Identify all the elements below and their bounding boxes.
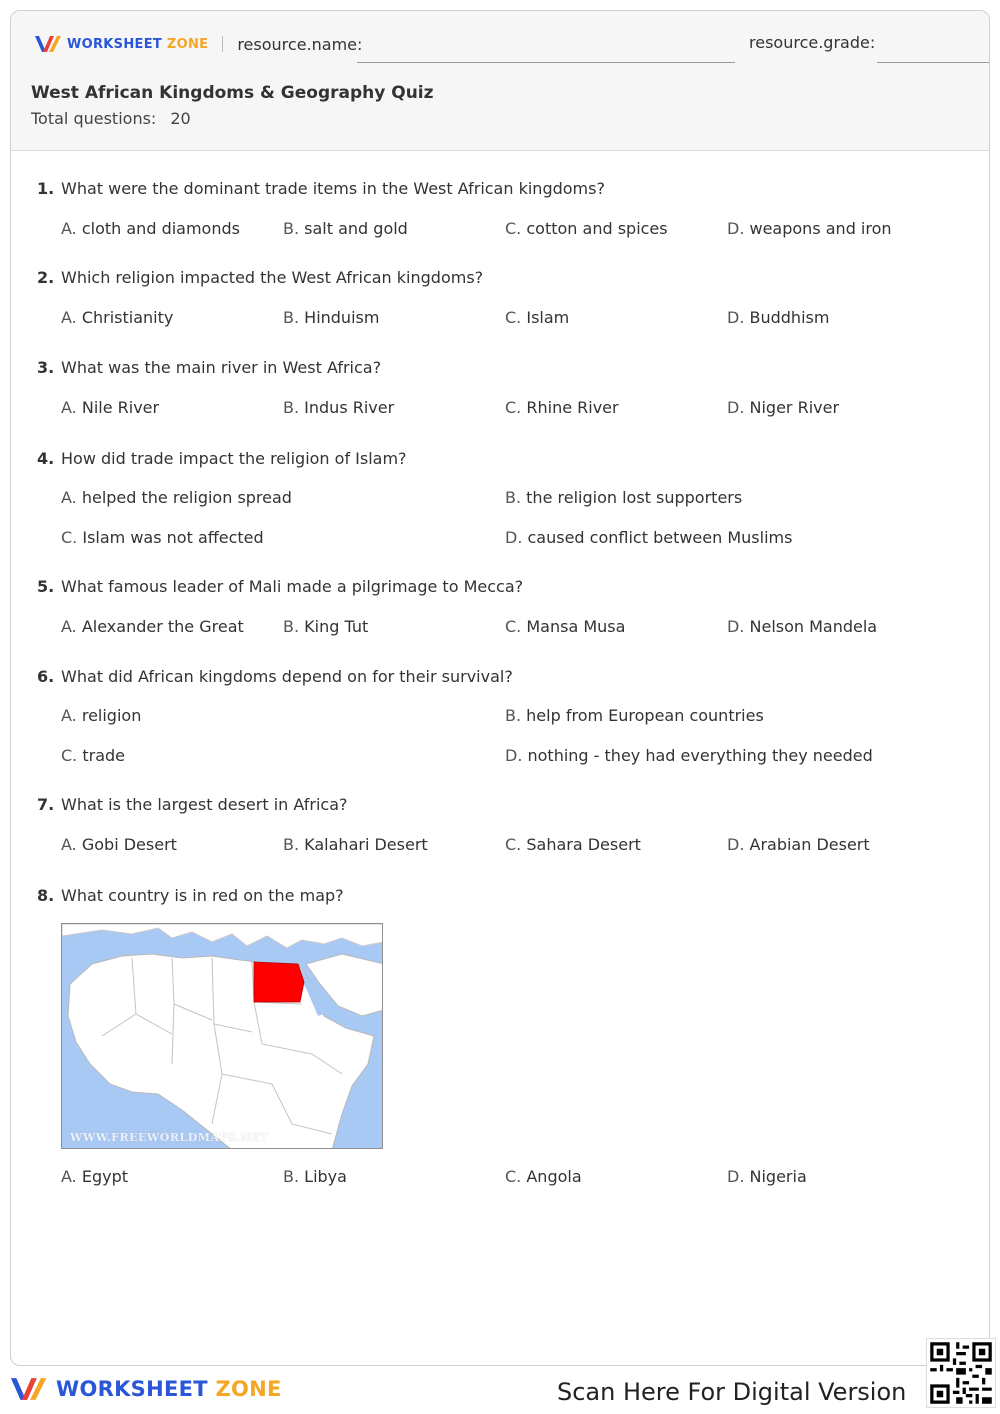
total-questions xyxy=(31,109,191,128)
total-questions-value: 20 xyxy=(170,109,191,128)
option-6a[interactable]: A. religion xyxy=(61,706,142,725)
option-5b[interactable]: B. King Tut xyxy=(283,617,369,636)
option-4d[interactable]: D. caused conflict between Muslims xyxy=(505,528,793,547)
worksheet-header xyxy=(11,11,990,151)
question-1: 1. What were the dominant trade items in the West African kingdoms? xyxy=(37,179,605,198)
question-8: 8. What country is in red on the map? xyxy=(37,886,344,905)
question-text: What country is in red on the map? xyxy=(61,886,344,905)
option-6b[interactable]: B. help from European countries xyxy=(505,706,764,725)
scan-instruction: Scan Here For Digital Version xyxy=(557,1378,907,1406)
option-2d[interactable]: D. Buddhism xyxy=(727,308,830,327)
option-8d[interactable]: D. Nigeria xyxy=(727,1167,807,1186)
option-5c[interactable]: C. Mansa Musa xyxy=(505,617,626,636)
worksheet-zone-logo-icon xyxy=(8,1374,52,1404)
question-text: What were the dominant trade items in the West African kingdoms? xyxy=(61,179,605,198)
option-7c[interactable]: C. Sahara Desert xyxy=(505,835,641,854)
africa-map-image xyxy=(61,923,383,1149)
option-4a[interactable]: A. helped the religion spread xyxy=(61,488,292,507)
question-text: What was the main river in West Africa? xyxy=(61,358,382,377)
map-watermark: WWW.FREEWORLDMAPS.NET xyxy=(70,1131,269,1144)
question-4: 4. How did trade impact the religion of Islam? xyxy=(37,449,407,468)
question-2: 2. Which religion impacted the West African kingdoms? xyxy=(37,268,484,287)
option-4b[interactable]: B. the religion lost supporters xyxy=(505,488,743,507)
qr-code-icon[interactable] xyxy=(926,1338,996,1408)
option-1b[interactable]: B. salt and gold xyxy=(283,219,408,238)
question-5: 5. What famous leader of Mali made a pilgrimage to Mecca? xyxy=(37,577,524,596)
header-brand xyxy=(33,33,362,55)
footer-brand xyxy=(8,1374,282,1404)
quiz-title: West African Kingdoms & Geography Quiz xyxy=(31,83,434,103)
option-7a[interactable]: A. Gobi Desert xyxy=(61,835,177,854)
page-footer xyxy=(0,1366,1000,1414)
option-3c[interactable]: C. Rhine River xyxy=(505,398,619,417)
option-2b[interactable]: B. Hinduism xyxy=(283,308,380,327)
question-text: Which religion impacted the West African kingdoms? xyxy=(61,268,484,287)
option-3d[interactable]: D. Niger River xyxy=(727,398,840,417)
option-4c[interactable]: C. Islam was not affected xyxy=(61,528,264,547)
option-1d[interactable]: D. weapons and iron xyxy=(727,219,892,238)
resource-name-label: resource.name: xyxy=(237,34,363,54)
resource-name-line[interactable] xyxy=(357,47,735,63)
resource-grade-label: resource.grade: xyxy=(749,33,876,52)
option-8b[interactable]: B. Libya xyxy=(283,1167,347,1186)
brand-divider xyxy=(222,36,223,52)
question-7: 7. What is the largest desert in Africa? xyxy=(37,795,348,814)
brand-name: WORKSHEET ZONE xyxy=(67,36,209,52)
question-text: How did trade impact the religion of Islam? xyxy=(61,449,407,468)
option-2a[interactable]: A. Christianity xyxy=(61,308,174,327)
option-7d[interactable]: D. Arabian Desert xyxy=(727,835,870,854)
option-1c[interactable]: C. cotton and spices xyxy=(505,219,668,238)
option-8a[interactable]: A. Egypt xyxy=(61,1167,129,1186)
question-3: 3. What was the main river in West Africa? xyxy=(37,358,382,377)
question-6: 6. What did African kingdoms depend on for their survival? xyxy=(37,667,513,686)
question-text: What is the largest desert in Africa? xyxy=(61,795,348,814)
footer-brand-name: WORKSHEET ZONE xyxy=(56,1377,282,1401)
option-5d[interactable]: D. Nelson Mandela xyxy=(727,617,878,636)
option-6c[interactable]: C. trade xyxy=(61,746,126,765)
option-3a[interactable]: A. Nile River xyxy=(61,398,160,417)
option-8c[interactable]: C. Angola xyxy=(505,1167,582,1186)
question-text: What did African kingdoms depend on for their survival? xyxy=(61,667,513,686)
worksheet xyxy=(10,10,990,1366)
option-1a[interactable]: A. cloth and diamonds xyxy=(61,219,240,238)
question-text: What famous leader of Mali made a pilgrimage to Mecca? xyxy=(61,577,524,596)
africa-map-graphic xyxy=(62,924,383,1149)
total-questions-label: Total questions: xyxy=(31,109,157,128)
option-6d[interactable]: D. nothing - they had everything they needed xyxy=(505,746,873,765)
worksheet-zone-logo-icon xyxy=(33,33,65,55)
option-7b[interactable]: B. Kalahari Desert xyxy=(283,835,428,854)
option-5a[interactable]: A. Alexander the Great xyxy=(61,617,244,636)
option-2c[interactable]: C. Islam xyxy=(505,308,570,327)
option-3b[interactable]: B. Indus River xyxy=(283,398,395,417)
resource-grade-line[interactable] xyxy=(877,47,990,63)
